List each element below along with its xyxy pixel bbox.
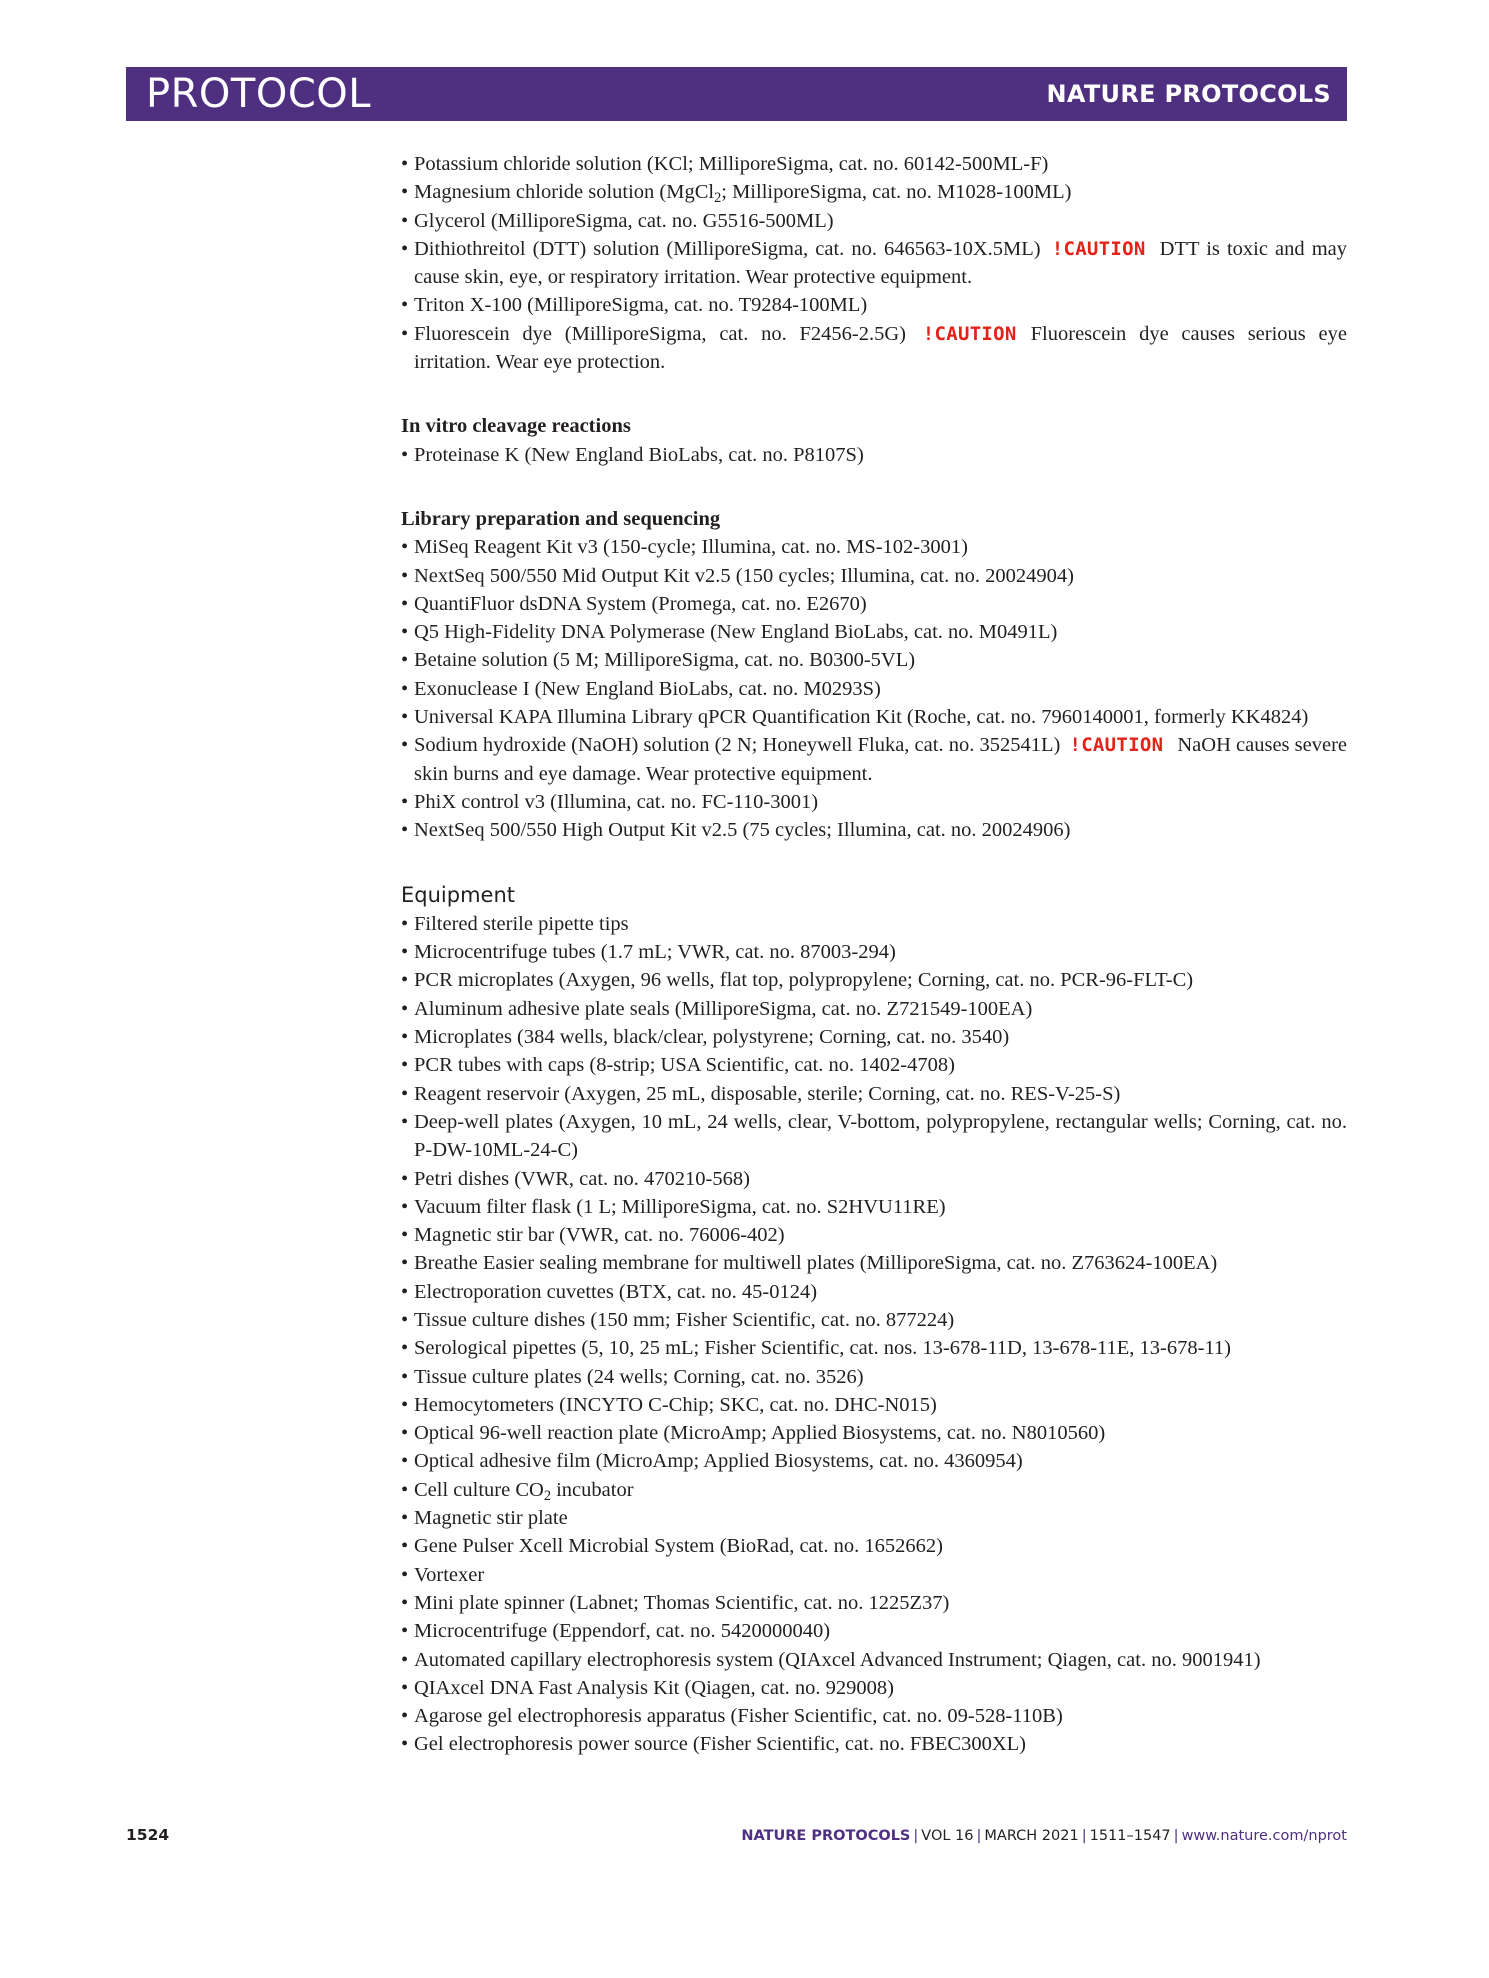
list-item	[401, 1306, 1347, 1334]
subscript: 2	[543, 1487, 551, 1504]
item-text: QIAxcel DNA Fast Analysis Kit (Qiagen, cat. no. 929008)	[414, 1676, 894, 1699]
list-item	[401, 1165, 1347, 1193]
item-text: ; MilliporeSigma, cat. no. M1028-100ML)	[721, 181, 1072, 204]
item-text: Vacuum filter flask (1 L; MilliporeSigma, cat. no. S2HVU11RE)	[414, 1195, 946, 1218]
item-text: Microplates (384 wells, black/clear, polystyrene; Corning, cat. no. 3540)	[414, 1026, 1010, 1049]
item-text: Betaine solution (5 M; MilliporeSigma, cat. no. B0300-5VL)	[414, 649, 916, 672]
list-item	[401, 938, 1347, 966]
item-text: Universal KAPA Illumina Library qPCR Quantification Kit (Roche, cat. no. 7960140001, formerly KK4824)	[414, 706, 1309, 729]
item-text: Magnesium chloride solution (MgCl	[414, 181, 715, 204]
list-item	[401, 1532, 1347, 1560]
list-item	[401, 1730, 1347, 1758]
item-text: Q5 High-Fidelity DNA Polymerase (New England BioLabs, cat. no. M0491L)	[414, 621, 1058, 644]
item-text: Exonuclease I (New England BioLabs, cat. no. M0293S)	[414, 677, 881, 700]
list-item	[401, 1051, 1347, 1079]
list-item	[401, 1617, 1347, 1645]
item-text: Vortexer	[414, 1563, 485, 1586]
list-item	[401, 150, 1347, 178]
list-item	[401, 1476, 1347, 1504]
item-text: Petri dishes (VWR, cat. no. 470210-568)	[414, 1167, 750, 1190]
list-item	[401, 646, 1347, 674]
item-text: Agarose gel electrophoresis apparatus (Fisher Scientific, cat. no. 09-528-110B)	[414, 1705, 1063, 1728]
list-item	[401, 1702, 1347, 1730]
section-label: PROTOCOL	[146, 71, 372, 117]
list-item	[401, 731, 1347, 788]
equipment-heading: Equipment	[401, 882, 515, 907]
list-item	[401, 1278, 1347, 1306]
list-item	[401, 178, 1347, 206]
list-item	[401, 1447, 1347, 1475]
item-text: Triton X-100 (MilliporeSigma, cat. no. T9284-100ML)	[414, 294, 868, 317]
footer-date: MARCH 2021	[984, 1828, 1079, 1844]
list-item	[401, 966, 1347, 994]
footer-volume: VOL 16	[921, 1828, 974, 1844]
list-item	[401, 1646, 1347, 1674]
item-text: Proteinase K (New England BioLabs, cat. no. P8107S)	[414, 443, 864, 466]
caution-label: !CAUTION	[922, 322, 1017, 345]
list-item	[401, 441, 1347, 469]
list-item	[401, 1249, 1347, 1277]
item-text: incubator	[550, 1478, 634, 1501]
main-content	[401, 150, 1347, 1759]
list-item	[401, 1334, 1347, 1362]
list-item	[401, 1193, 1347, 1221]
list-item	[401, 1504, 1347, 1532]
item-text: PCR tubes with caps (8-strip; USA Scientific, cat. no. 1402-4708)	[414, 1054, 955, 1077]
list-item	[401, 291, 1347, 319]
footer-pages: 1511–1547	[1089, 1828, 1171, 1844]
item-text: PCR microplates (Axygen, 96 wells, flat top, polypropylene; Corning, cat. no. PCR-96-FLT-C)	[414, 969, 1194, 992]
list-item	[401, 1561, 1347, 1589]
item-text: MiSeq Reagent Kit v3 (150-cycle; Illumina, cat. no. MS-102-3001)	[414, 536, 968, 559]
item-text: Gene Pulser Xcell Microbial System (BioRad, cat. no. 1652662)	[414, 1535, 943, 1558]
list-item	[401, 675, 1347, 703]
item-text: Cell culture CO	[414, 1478, 544, 1501]
citation: NATURE PROTOCOLS | VOL 16 | MARCH 2021 | 1511–1547 | www.nature.com/nprot	[741, 1828, 1347, 1844]
list-item	[401, 590, 1347, 618]
item-text: Tissue culture dishes (150 mm; Fisher Scientific, cat. no. 877224)	[414, 1308, 955, 1331]
caution-label: !CAUTION	[1051, 237, 1146, 260]
item-text: Breathe Easier sealing membrane for multiwell plates (MilliporeSigma, cat. no. Z763624-100EA)	[414, 1252, 1218, 1275]
list-item	[401, 235, 1347, 292]
item-text: Hemocytometers (INCYTO C-Chip; SKC, cat. no. DHC-N015)	[414, 1393, 937, 1416]
list-item	[401, 1023, 1347, 1051]
list-item	[401, 1108, 1347, 1165]
caution-note: NaOH causes severe skin burns and eye damage. Wear protective equipment.	[414, 734, 1348, 785]
list-item	[401, 995, 1347, 1023]
footer-url[interactable]: www.nature.com/nprot	[1181, 1828, 1347, 1844]
cleavage-heading: In vitro cleavage reactions	[401, 415, 631, 438]
item-text: Magnetic stir bar (VWR, cat. no. 76006-402)	[414, 1224, 785, 1247]
item-text: Sodium hydroxide (NaOH) solution (2 N; Honeywell Fluka, cat. no. 352541L)	[414, 734, 1061, 757]
list-item	[401, 1589, 1347, 1617]
journal-label: NATURE PROTOCOLS	[1046, 80, 1331, 108]
list-item	[401, 1674, 1347, 1702]
list-item	[401, 1419, 1347, 1447]
item-text: Aluminum adhesive plate seals (MilliporeSigma, cat. no. Z721549-100EA)	[414, 997, 1033, 1020]
list-item	[401, 1363, 1347, 1391]
item-text: Serological pipettes (5, 10, 25 mL; Fisher Scientific, cat. nos. 13-678-11D, 13-678-11E, 13-678-11)	[414, 1337, 1231, 1360]
item-text: Microcentrifuge tubes (1.7 mL; VWR, cat. no. 87003-294)	[414, 941, 896, 964]
list-item	[401, 910, 1347, 938]
item-text: Automated capillary electrophoresis system (QIAxcel Advanced Instrument; Qiagen, cat. no. 9001941)	[414, 1648, 1261, 1671]
caution-label: !CAUTION	[1069, 734, 1164, 757]
item-text: Fluorescein dye (MilliporeSigma, cat. no. F2456-2.5G)	[414, 322, 906, 345]
list-item	[401, 816, 1347, 844]
equipment-list	[401, 910, 1347, 1759]
item-text: Glycerol (MilliporeSigma, cat. no. G5516-500ML)	[414, 209, 834, 232]
list-item	[401, 618, 1347, 646]
list-item	[401, 320, 1347, 377]
list-item	[401, 207, 1347, 235]
subscript: 2	[714, 190, 722, 207]
library-list	[401, 533, 1347, 844]
list-item	[401, 533, 1347, 561]
cleavage-list	[401, 441, 1347, 469]
list-item	[401, 562, 1347, 590]
item-text: NextSeq 500/550 Mid Output Kit v2.5 (150 cycles; Illumina, cat. no. 20024904)	[414, 564, 1074, 587]
page-number: 1524	[126, 1826, 170, 1844]
item-text: Dithiothreitol (DTT) solution (MilliporeSigma, cat. no. 646563-10X.5ML)	[414, 237, 1041, 260]
item-text: Filtered sterile pipette tips	[414, 912, 629, 935]
caution-note: DTT is toxic and may cause skin, eye, or respiratory irritation. Wear protective equipment.	[414, 237, 1347, 289]
footer-journal: NATURE PROTOCOLS	[741, 1828, 911, 1844]
item-text: Electroporation cuvettes (BTX, cat. no. 45-0124)	[414, 1280, 818, 1303]
page-footer	[126, 1826, 1347, 1844]
item-text: Reagent reservoir (Axygen, 25 mL, disposable, sterile; Corning, cat. no. RES-V-25-S)	[414, 1082, 1121, 1105]
list-item	[401, 1221, 1347, 1249]
item-text: Microcentrifuge (Eppendorf, cat. no. 5420000040)	[414, 1620, 831, 1643]
item-text: NextSeq 500/550 High Output Kit v2.5 (75 cycles; Illumina, cat. no. 20024906)	[414, 819, 1071, 842]
item-text: Deep-well plates (Axygen, 10 mL, 24 wells, clear, V-bottom, polypropylene, rectangular wells; Corning, cat. no. P-DW-10ML-24-C)	[414, 1110, 1347, 1162]
item-text: QuantiFluor dsDNA System (Promega, cat. no. E2670)	[414, 592, 867, 615]
item-text: Potassium chloride solution (KCl; MilliporeSigma, cat. no. 60142-500ML-F)	[414, 153, 1049, 175]
list-item	[401, 1080, 1347, 1108]
list-item	[401, 1391, 1347, 1419]
item-text: PhiX control v3 (Illumina, cat. no. FC-110-3001)	[414, 790, 819, 813]
item-text: Magnetic stir plate	[414, 1507, 568, 1530]
page-header	[126, 67, 1347, 121]
reagents-list	[401, 150, 1347, 376]
list-item	[401, 788, 1347, 816]
item-text: Optical 96-well reaction plate (MicroAmp; Applied Biosystems, cat. no. N8010560)	[414, 1422, 1106, 1445]
library-heading: Library preparation and sequencing	[401, 507, 721, 530]
item-text: Gel electrophoresis power source (Fisher Scientific, cat. no. FBEC300XL)	[414, 1733, 1026, 1756]
caution-note: Fluorescein dye causes serious eye irritation. Wear eye protection.	[414, 322, 1347, 374]
item-text: Optical adhesive film (MicroAmp; Applied Biosystems, cat. no. 4360954)	[414, 1450, 1023, 1473]
item-text: Mini plate spinner (Labnet; Thomas Scientific, cat. no. 1225Z37)	[414, 1591, 950, 1614]
item-text: Tissue culture plates (24 wells; Corning, cat. no. 3526)	[414, 1365, 864, 1388]
list-item	[401, 703, 1347, 731]
